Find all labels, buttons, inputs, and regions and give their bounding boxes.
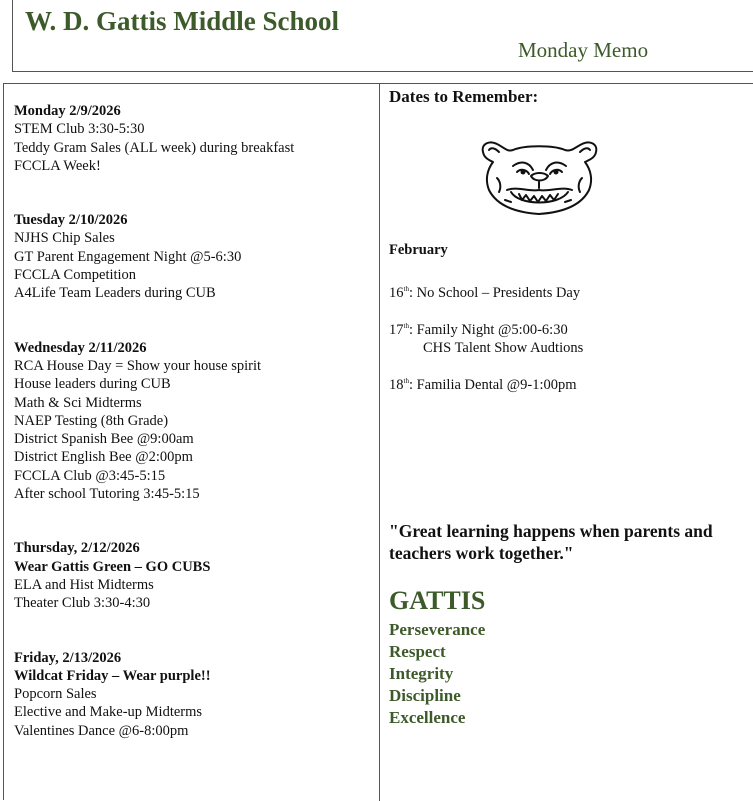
- schedule-item: FCCLA Club @3:45-5:15: [14, 467, 166, 484]
- day-heading: Tuesday 2/10/2026: [14, 212, 128, 229]
- memo-body: [3, 83, 753, 800]
- quote-text: "Great learning happens when parents and teachers work together.": [389, 521, 713, 563]
- schedule-item: ELA and Hist Midterms: [14, 576, 154, 593]
- schedule-item: NAEP Testing (8th Grade): [14, 412, 169, 429]
- dates-heading: Dates to Remember:: [389, 87, 539, 106]
- day-block: [14, 539, 374, 612]
- value-item: Excellence: [389, 708, 466, 727]
- schedule-item: Elective and Make-up Midterms: [14, 704, 203, 721]
- day-heading: Thursday, 2/12/2026: [14, 540, 140, 557]
- school-title: W. D. Gattis Middle School: [25, 6, 340, 36]
- schedule-item: District English Bee @2:00pm: [14, 449, 193, 466]
- day-heading: Friday, 2/13/2026: [14, 649, 122, 666]
- schedule-item: Teddy Gram Sales (ALL week) during breakfast: [14, 139, 295, 156]
- schedule-item: Valentines Dance @6-8:00pm: [14, 722, 189, 739]
- day-block: [14, 649, 374, 740]
- day-block: [14, 102, 374, 175]
- gattis-values: [389, 619, 485, 729]
- event-subline: CHS Talent Show Audtions: [423, 340, 584, 357]
- schedule-item: Wear Gattis Green – GO CUBS: [14, 558, 211, 575]
- bear-mascot-icon: [477, 138, 602, 218]
- schedule-item: STEM Club 3:30-5:30: [14, 121, 145, 138]
- schedule-item: A4Life Team Leaders during CUB: [14, 285, 216, 302]
- day-heading: Monday 2/9/2026: [14, 103, 121, 119]
- day-heading: Wednesday 2/11/2026: [14, 339, 147, 356]
- schedule-item: FCCLA Competition: [14, 267, 137, 284]
- schedule-item: After school Tutoring 3:45-5:15: [14, 486, 200, 503]
- column-divider: [379, 84, 380, 801]
- schedule-item: Theater Club 3:30-4:30: [14, 595, 151, 612]
- event-item: 16th: No School – Presidents Day: [389, 284, 581, 301]
- schedule-item: NJHS Chip Sales: [14, 230, 115, 247]
- schedule-item: District Spanish Bee @9:00am: [14, 431, 194, 448]
- value-item: Perseverance: [389, 620, 486, 639]
- schedule-item: Popcorn Sales: [14, 686, 97, 703]
- gattis-title: GATTIS: [389, 586, 486, 615]
- schedule-item: FCCLA Week!: [14, 157, 101, 174]
- weekly-schedule: [14, 102, 374, 776]
- memo-title: Monday Memo: [518, 38, 649, 62]
- month-heading: February: [389, 242, 448, 258]
- value-item: Discipline: [389, 686, 461, 705]
- schedule-item: GT Parent Engagement Night @5-6:30: [14, 248, 242, 265]
- schedule-item: RCA House Day = Show your house spirit: [14, 357, 262, 374]
- day-block: [14, 211, 374, 302]
- event-item: 18th: Familia Dental @9-1:00pm: [389, 376, 577, 393]
- schedule-item: Math & Sci Midterms: [14, 394, 142, 411]
- schedule-item: House leaders during CUB: [14, 376, 171, 393]
- event-item: 17th: Family Night @5:00-6:30 CHS Talent Show Audtions: [389, 321, 584, 357]
- header-box: [12, 0, 753, 72]
- day-block: [14, 339, 374, 504]
- schedule-item: Wildcat Friday – Wear purple!!: [14, 667, 211, 684]
- value-item: Respect: [389, 642, 446, 661]
- value-item: Integrity: [389, 664, 454, 683]
